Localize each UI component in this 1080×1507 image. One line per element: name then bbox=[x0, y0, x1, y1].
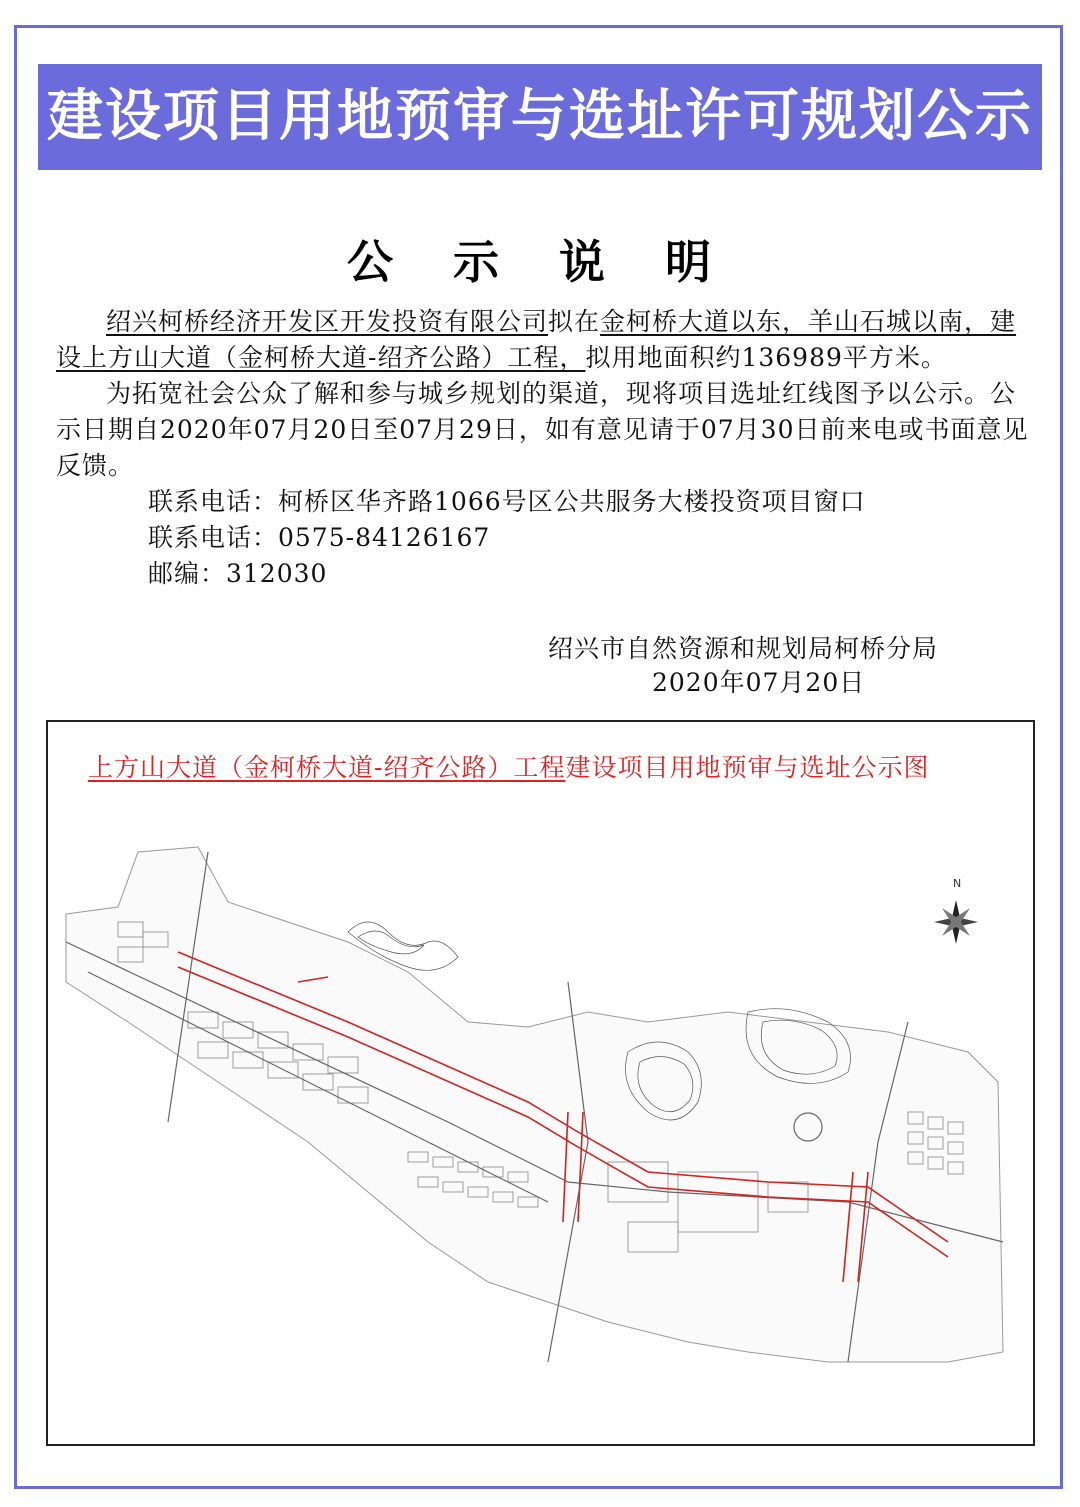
issuer-name: 绍兴市自然资源和规划局柯桥分局 bbox=[548, 634, 939, 663]
banner-title: 建设项目用地预审与选址许可规划公示 bbox=[38, 64, 1042, 170]
project-location: 金柯桥大道以东，羊山石城以南，建设上方山大道（金柯桥大道-绍齐公路）工程， bbox=[56, 307, 1017, 372]
contact-phone: 联系电话：0575-84126167 bbox=[148, 523, 491, 552]
paragraph-verb: 拟在 bbox=[548, 307, 601, 336]
map-title-project: 上方山大道（金柯桥大道-绍齐公路）工程 bbox=[88, 753, 566, 782]
site-plan-drawing bbox=[48, 722, 1033, 1444]
site-map-panel bbox=[46, 720, 1035, 1446]
postcode: 邮编：312030 bbox=[148, 559, 328, 588]
map-outline bbox=[66, 847, 1003, 1362]
contact-address: 联系电话：柯桥区华齐路1066号区公共服务大楼投资项目窗口 bbox=[148, 487, 866, 516]
notice-heading: 公 示 说 明 bbox=[346, 235, 734, 289]
land-area: 拟用地面积约136989平方米。 bbox=[585, 343, 947, 372]
map-title-rest: 建设项目用地预审与选址公示图 bbox=[565, 753, 930, 782]
north-label: N bbox=[953, 877, 962, 890]
issue-date: 2020年07月20日 bbox=[652, 668, 866, 697]
north-arrow-icon bbox=[934, 900, 978, 944]
notice-paragraph-1 bbox=[56, 304, 1041, 376]
notice-paragraph-2: 为拓宽社会公众了解和参与城乡规划的渠道，现将项目选址红线图予以公示。公示日期自2020年07月20日至07月29日，如有意见请于07月30日前来电或书面意见反馈。 bbox=[56, 379, 1029, 480]
notice-body bbox=[56, 304, 1041, 592]
signature-block bbox=[548, 632, 1008, 700]
applicant-company: 绍兴柯桥经济开发区开发投资有限公司 bbox=[106, 307, 549, 336]
